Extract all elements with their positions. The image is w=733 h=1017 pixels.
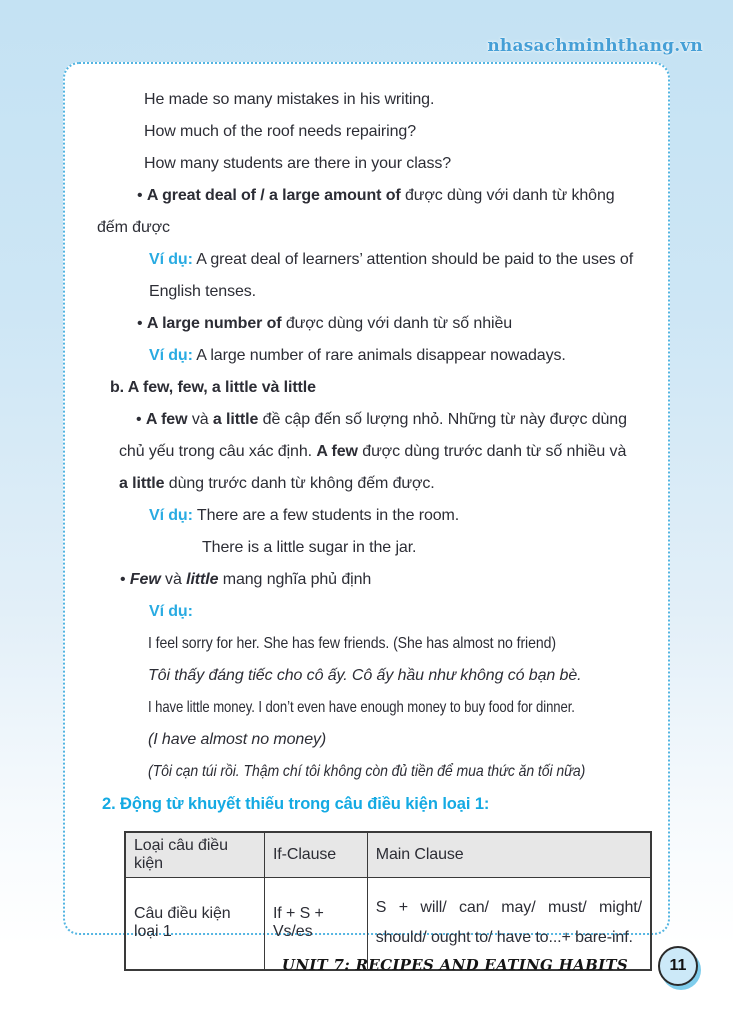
example-few-english xyxy=(97,628,638,660)
bullet-great-deal xyxy=(97,180,638,244)
table-header-type: Loại câu điều kiện xyxy=(125,832,264,878)
bullet-a-few-text: được dùng trước danh từ số nhiều và xyxy=(357,443,627,460)
example-sentence: How many students are there in your class? xyxy=(144,155,452,172)
bullet-icon: • xyxy=(137,315,143,332)
example-sentence: He made so many mistakes in his writing. xyxy=(144,91,435,108)
bullet-icon: • xyxy=(136,411,142,428)
example-sentence: How much of the roof needs repairing? xyxy=(144,123,417,140)
unit-footer-title: UNIT 7: RECIPES AND EATING HABITS xyxy=(281,956,628,974)
term-a-little: a little xyxy=(212,411,259,428)
table-cell-main-clause: S + will/ can/ may/ must/ might/ should/ ought to/ have to...+ bare-inf. xyxy=(367,878,651,970)
vi-du-label: Ví dụ: xyxy=(149,507,193,524)
bullet-a-few xyxy=(97,404,638,500)
example-a-few-1 xyxy=(97,500,638,532)
bullet-large-number-term: A large number of xyxy=(146,315,282,332)
example-little-vietnamese xyxy=(97,756,638,788)
watermark-site-name: nhasachminhthang.vn xyxy=(487,36,703,56)
example-little-english xyxy=(97,692,638,724)
table-header-if-clause: If-Clause xyxy=(264,832,367,878)
term-a-few: A few xyxy=(145,411,188,428)
example-few-english-text: I feel sorry for her. She has few friends. (She has almost no friend) xyxy=(148,635,556,652)
example-little-note: (I have almost no money) xyxy=(148,731,327,748)
bullet-great-deal-text: được dùng với danh từ không đếm được xyxy=(97,187,615,236)
bullet-few-text: mang nghĩa phủ định xyxy=(218,571,372,588)
example-a-few-2: There is a little sugar in the jar. xyxy=(202,539,417,556)
bullet-icon: • xyxy=(137,187,143,204)
bullet-large-number xyxy=(97,308,638,340)
example-few-vietnamese: Tôi thấy đáng tiếc cho cô ấy. Cô ấy hầu như không có bạn bè. xyxy=(148,667,582,684)
example-large-number xyxy=(97,340,638,372)
table-cell-type: Câu điều kiện loại 1 xyxy=(125,878,264,970)
example-great-deal xyxy=(97,244,638,308)
example-a-few-1-text: There are a few students in the room. xyxy=(192,507,460,524)
bullet-a-few-text: dùng trước danh từ không đếm được. xyxy=(164,475,435,492)
example-little-english-text: I have little money. I don’t even have enough money to buy food for dinner. xyxy=(148,699,575,716)
bullet-large-number-text: được dùng với danh từ số nhiều xyxy=(281,315,513,332)
vi-du-label: Ví dụ: xyxy=(149,603,193,620)
example-great-deal-text: A great deal of learners’ attention should be paid to the uses of English tenses. xyxy=(149,251,634,300)
vi-du-label: Ví dụ: xyxy=(149,347,193,364)
section-2-heading: 2. Động từ khuyết thiếu trong câu điều kiện loại 1: xyxy=(102,795,490,813)
bullet-great-deal-term: A great deal of / a large amount of xyxy=(146,187,401,204)
example-little-vietnamese-text: (Tôi cạn túi rồi. Thậm chí tôi không còn đủ tiền để mua thức ăn tối nữa) xyxy=(148,763,586,780)
vi-du-standalone xyxy=(97,596,638,628)
subheading-a-few: b. A few, few, a little và little xyxy=(110,379,316,396)
term-a-little: a little xyxy=(119,475,165,492)
term-few: Few xyxy=(129,571,161,588)
bullet-few-little xyxy=(97,564,638,596)
bullet-icon: • xyxy=(120,571,126,588)
term-little: little xyxy=(186,571,219,588)
example-large-number-text: A large number of rare animals disappear nowadays. xyxy=(192,347,566,364)
vi-du-label: Ví dụ: xyxy=(149,251,193,268)
table-header-main-clause: Main Clause xyxy=(367,832,651,878)
bullet-a-few-text: đề cập đến số lượng nhỏ. Những từ này được dùng chủ yếu trong câu xác định. xyxy=(119,411,627,460)
conditional-type1-table xyxy=(124,831,652,971)
bullet-few-text: và xyxy=(160,571,187,588)
table-header-row xyxy=(125,832,651,878)
term-a-few: A few xyxy=(316,443,358,460)
bullet-a-few-text: và xyxy=(187,411,213,428)
page-number-badge: 11 xyxy=(658,946,698,986)
table-cell-if-clause: If + S + Vs/es xyxy=(264,878,367,970)
content-sheet xyxy=(63,62,670,947)
